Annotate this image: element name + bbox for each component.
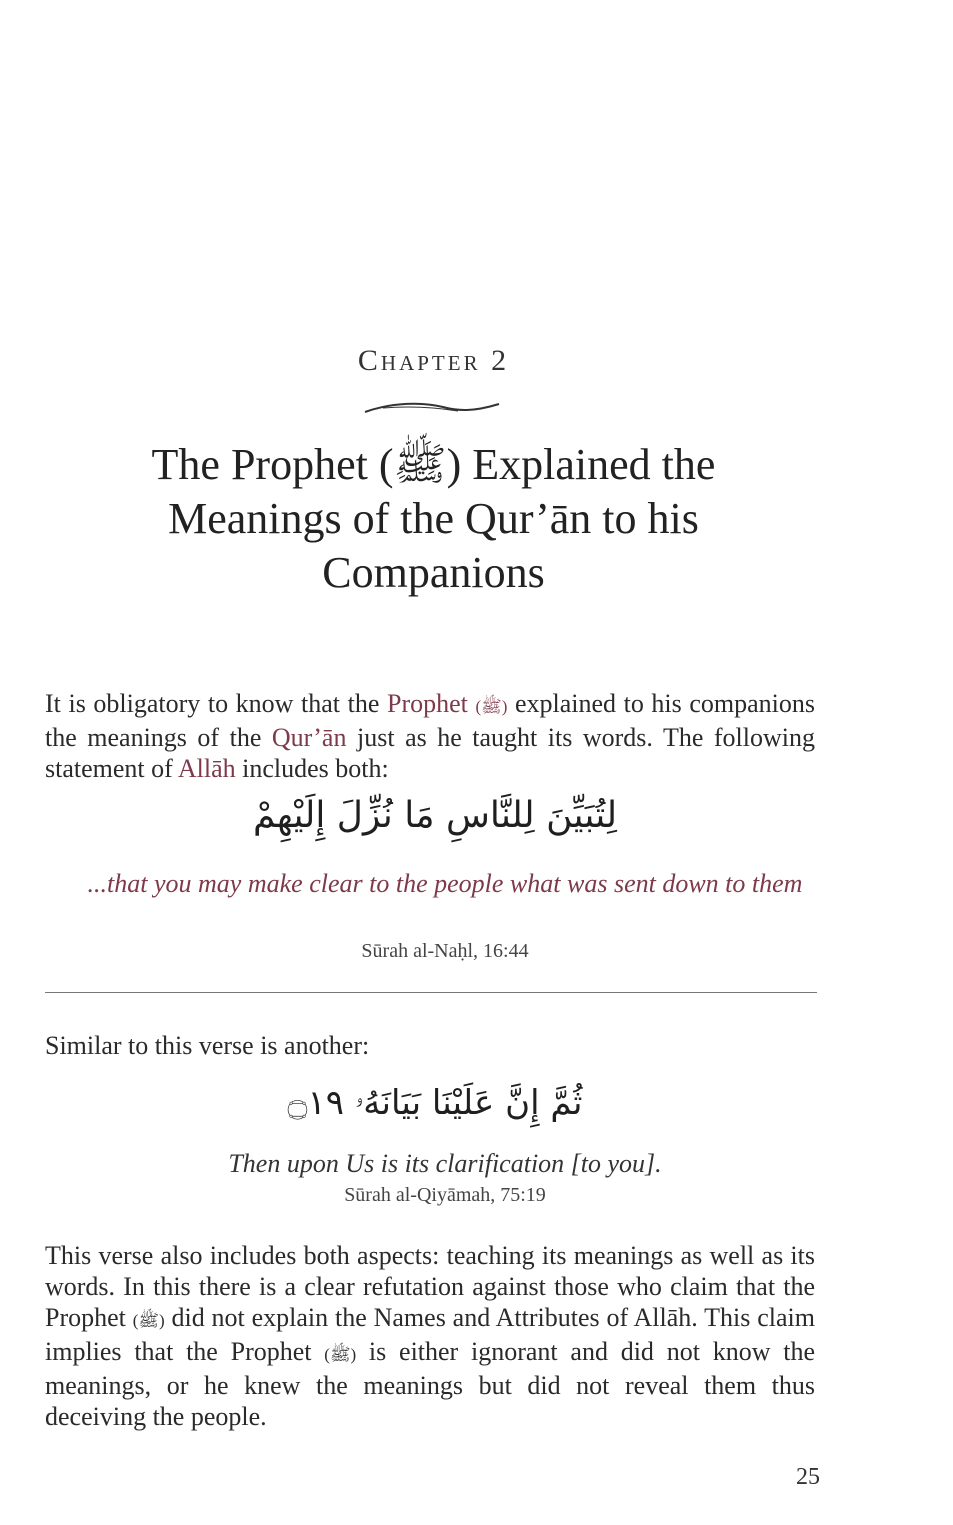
paragraph-similar: Similar to this verse is another: (45, 1031, 370, 1060)
verse-reference-1: Sūrah al-Naḥl, 16:44 (361, 940, 529, 962)
arabic-verse-2: ثُمَّ إِنَّ عَلَيْنَا بَيَانَهُۥ ۝١٩ (287, 1083, 583, 1123)
salutation-glyph: (ﷺ) (132, 1311, 165, 1330)
verse-reference-2: Sūrah al-Qiyāmah, 75:19 (344, 1184, 546, 1206)
arabic-verse-1: لِتُبَيِّنَ لِلنَّاسِ مَا نُزِّلَ إِلَيْهِمْ (252, 795, 618, 836)
salutation-glyph: (ﷺ) (324, 1345, 357, 1364)
paragraph-refutation (45, 1240, 815, 1432)
chapter-number: 2 (491, 344, 510, 377)
page-number: 25 (796, 1464, 820, 1490)
verse-translation-1: ...that you may make clear to the people what was sent down to them (87, 869, 803, 898)
chapter-word: Chapter (357, 344, 481, 377)
text-segment: includes both: (235, 754, 389, 783)
text-segment: did not explain the Names and Attributes of Allāh. This claim implies that the Prophet (45, 1303, 815, 1366)
chapter-title: The Prophet (ﷺ) Explained the Meanings of the Qur’ān to his Companions (151, 440, 716, 597)
verse-translation-2: Then upon Us is its clarification [to you]. (228, 1149, 662, 1178)
paragraph-intro (45, 688, 815, 784)
text-segment: It is obligatory to know that the (45, 689, 387, 718)
text-segment: is either ignorant and did not know the meanings, or he knew the meanings but did not reveal them thus deceiving the people. (45, 1337, 816, 1431)
text-segment: This verse also includes both aspects: teaching its meanings as well as its words. In this there is a clear refutation against those who claim that the Prophet (45, 1241, 815, 1332)
ornament-flourish (363, 398, 503, 420)
section-divider (45, 992, 817, 993)
quran-term: Qur’ān (271, 723, 347, 752)
text-segment: explained to his companions the meanings of the (45, 689, 816, 752)
chapter-label (0, 344, 867, 378)
allah-term: Allāh (177, 754, 236, 783)
text-segment: just as he taught its words. The following statement of (45, 723, 815, 783)
salutation-glyph: (ﷺ) (475, 697, 508, 716)
prophet-term: Prophet (386, 689, 468, 718)
